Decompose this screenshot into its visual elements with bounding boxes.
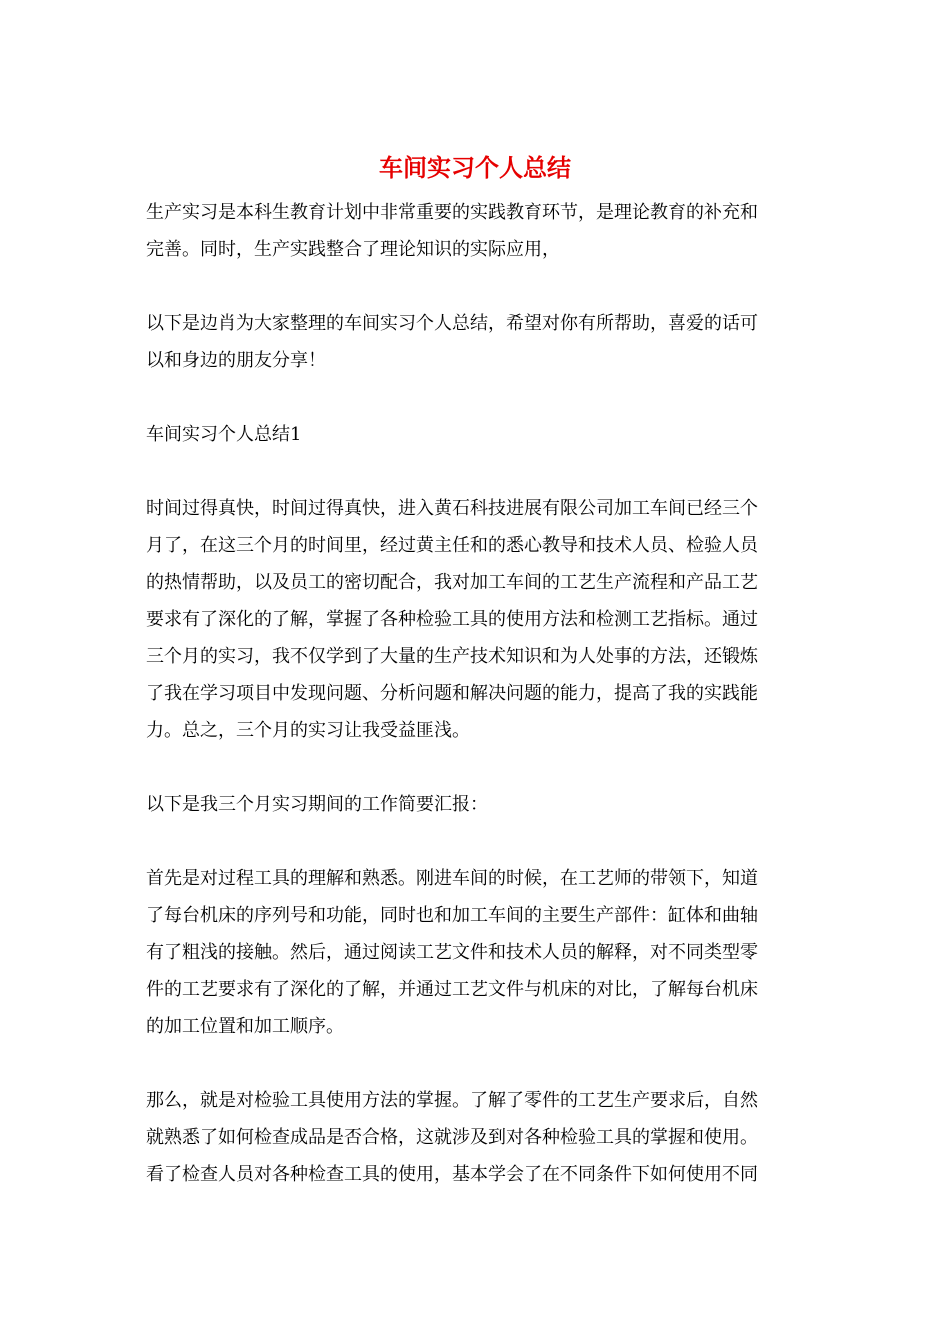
text-line: 了我在学习项目中发现问题、分析问题和解决问题的能力，提高了我的实践能 — [146, 683, 758, 704]
paragraph-overview — [146, 490, 804, 749]
text-line: 要求有了深化的了解，掌握了各种检验工具的使用方法和检测工艺指标。通过 — [146, 609, 758, 630]
text-line: 的加工位置和加工顺序。 — [146, 1016, 344, 1037]
text-line: 以下是我三个月实习期间的工作简要汇报： — [146, 794, 488, 815]
text-line: 首先是对过程工具的理解和熟悉。刚进车间的时候，在工艺师的带领下，知道 — [146, 868, 758, 889]
text-line: 的热情帮助，以及员工的密切配合，我对加工车间的工艺生产流程和产品工艺 — [146, 572, 758, 593]
section-heading — [146, 416, 804, 453]
paragraph-report-intro — [146, 786, 804, 823]
text-line: 时间过得真快，时间过得真快，进入黄石科技进展有限公司加工车间已经三个 — [146, 498, 758, 519]
paragraph-inspection — [146, 1082, 804, 1193]
paragraph-share — [146, 305, 804, 379]
text-line: 三个月的实习，我不仅学到了大量的生产技术知识和为人处事的方法，还锻炼 — [146, 646, 758, 667]
text-line: 以下是边肖为大家整理的车间实习个人总结，希望对你有所帮助，喜爱的话可 — [146, 313, 758, 334]
text-line: 看了检查人员对各种检查工具的使用，基本学会了在不同条件下如何使用不同 — [146, 1164, 758, 1185]
text-line: 以和身边的朋友分享！ — [146, 350, 326, 371]
text-line: 就熟悉了如何检查成品是否合格，这就涉及到对各种检验工具的掌握和使用。 — [146, 1127, 758, 1148]
text-line: 了每台机床的序列号和功能，同时也和加工车间的主要生产部件：缸体和曲轴 — [146, 905, 758, 926]
text-line: 车间实习个人总结1 — [146, 424, 302, 445]
text-line: 力。总之，三个月的实习让我受益匪浅。 — [146, 720, 470, 741]
text-line: 月了，在这三个月的时间里，经过黄主任和的悉心教导和技术人员、检验人员 — [146, 535, 758, 556]
document-title: 车间实习个人总结 — [379, 153, 571, 182]
text-line: 完善。同时，生产实践整合了理论知识的实际应用， — [146, 239, 560, 260]
text-line: 件的工艺要求有了深化的了解，并通过工艺文件与机床的对比，了解每台机床 — [146, 979, 758, 1000]
document-body — [146, 194, 804, 1230]
text-line: 有了粗浅的接触。然后，通过阅读工艺文件和技术人员的解释，对不同类型零 — [146, 942, 758, 963]
paragraph-intro — [146, 194, 804, 268]
text-line: 生产实习是本科生教育计划中非常重要的实践教育环节，是理论教育的补充和 — [146, 202, 758, 223]
text-line: 那么，就是对检验工具使用方法的掌握。了解了零件的工艺生产要求后，自然 — [146, 1090, 758, 1111]
paragraph-tools — [146, 860, 804, 1045]
